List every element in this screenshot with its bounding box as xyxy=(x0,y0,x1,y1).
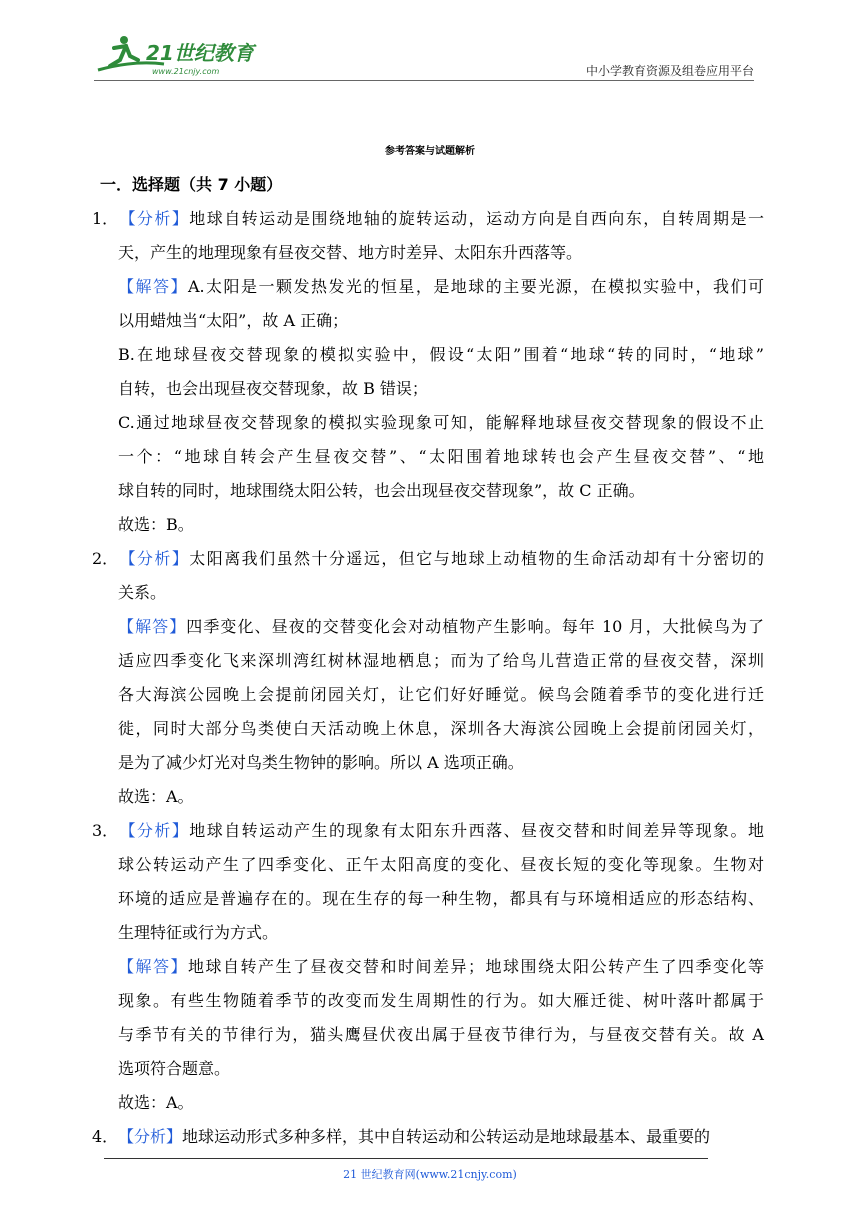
section-tag: 【解答】 xyxy=(118,277,188,296)
answer-line xyxy=(92,542,764,576)
answer-line xyxy=(92,372,764,406)
answer-line xyxy=(92,576,764,610)
answer-text: 故选：B。 xyxy=(118,515,194,534)
section-tag: 【解答】 xyxy=(118,617,187,636)
answer-line xyxy=(92,746,764,780)
answer-text: 关系。 xyxy=(118,583,167,602)
section-tag: 【分析】 xyxy=(118,1127,183,1146)
platform-name: 中小学教育资源及组卷应用平台 xyxy=(585,64,754,78)
answer-text: 地球自转运动产生的现象有太阳东升西落、昼夜交替和时间差异等现象。地 xyxy=(189,821,764,840)
answer-line xyxy=(92,406,764,440)
answer-text: 故选：A。 xyxy=(118,1093,194,1112)
answer-text: 环境的适应是普遍存在的。现在生存的每一种生物，都具有与环境相适应的形态结构、 xyxy=(118,889,764,908)
answer-text: A.太阳是一颗发热发光的恒星，是地球的主要光源，在模拟实验中，我们可 xyxy=(187,277,764,296)
answer-text: 地球自转运动是围绕地轴的旋转运动，运动方向是自西向东，自转周期是一 xyxy=(189,209,764,228)
answer-text: 各大海滨公园晚上会提前闭园关灯，让它们好好睡觉。候鸟会随着季节的变化进行迁 xyxy=(118,685,764,704)
footer-text[interactable]: 21 世纪教育网(www.21cnjy.com) xyxy=(343,1168,517,1181)
question-number: 2． xyxy=(92,549,119,568)
answer-line xyxy=(92,678,764,712)
question-item xyxy=(92,542,764,814)
logo-text: 21世纪教育 xyxy=(146,41,254,65)
answer-text: 地球自转产生了昼夜交替和时间差异；地球围绕太阳公转产生了四季变化等 xyxy=(188,957,764,976)
question-number: 1． xyxy=(92,209,119,228)
answer-text: 地球运动形式多种多样，其中自转运动和公转运动是地球最基本、最重要的 xyxy=(182,1127,711,1146)
answer-text: 球公转运动产生了四季变化、正午太阳高度的变化、昼夜长短的变化等现象。生物对 xyxy=(118,855,764,874)
answer-line xyxy=(92,780,764,814)
section-title: 一．选择题（共 7 小题） xyxy=(100,175,283,194)
answer-line xyxy=(92,882,764,916)
answer-text: 徙，同时大部分鸟类使白天活动晚上休息，深圳各大海滨公园晚上会提前闭园关灯， xyxy=(118,719,764,738)
answer-line xyxy=(92,1018,764,1052)
logo-url: www.21cnjy.com xyxy=(152,67,220,76)
answer-text: 以用蜡烛当“太阳”，故 A 正确； xyxy=(118,311,349,330)
answer-text: 四季变化、昼夜的交替变化会对动植物产生影响。每年 10 月，大批候鸟为了 xyxy=(186,617,764,636)
answer-text: 与季节有关的节律行为，猫头鹰昼伏夜出属于昼夜节律行为，与昼夜交替有关。故 A xyxy=(118,1025,764,1044)
question-number: 3． xyxy=(92,821,119,840)
answer-line xyxy=(92,474,764,508)
answer-line xyxy=(92,644,764,678)
answer-line xyxy=(92,916,764,950)
section-tag: 【分析】 xyxy=(118,821,190,840)
section-tag: 【分析】 xyxy=(118,549,190,568)
answer-line xyxy=(92,712,764,746)
question-item xyxy=(92,814,764,1120)
answer-list xyxy=(92,202,764,1154)
answer-text: 故选：A。 xyxy=(118,787,194,806)
document-title: 参考答案与试题解析 xyxy=(385,146,475,157)
answer-text: 太阳离我们虽然十分遥远，但它与地球上动植物的生命活动却有十分密切的 xyxy=(189,549,764,568)
answer-line xyxy=(92,1052,764,1086)
answer-text: 一个：“地球自转会产生昼夜交替”、“太阳围着地球转也会产生昼夜交替”、“地 xyxy=(118,447,764,466)
answer-line xyxy=(92,848,764,882)
answer-text: 是为了减少灯光对鸟类生物钟的影响。所以 A 选项正确。 xyxy=(118,753,524,772)
header-divider xyxy=(94,80,754,81)
section-tag: 【解答】 xyxy=(118,957,188,976)
answer-line xyxy=(92,202,764,236)
answer-line xyxy=(92,304,764,338)
footer-divider xyxy=(104,1158,708,1159)
answer-line xyxy=(92,1120,764,1154)
answer-text: 生理特征或行为方式。 xyxy=(118,923,279,942)
answer-line xyxy=(92,236,764,270)
question-item xyxy=(92,1120,764,1154)
answer-line xyxy=(92,984,764,1018)
answer-text: 适应四季变化飞来深圳湾红树林湿地栖息；而为了给鸟儿营造正常的昼夜交替，深圳 xyxy=(118,651,764,670)
answer-line xyxy=(92,508,764,542)
answer-text: 天，产生的地理现象有昼夜交替、地方时差异、太阳东升西落等。 xyxy=(118,243,583,262)
answer-text: 选项符合题意。 xyxy=(118,1059,231,1078)
answer-text: 自转，也会出现昼夜交替现象，故 B 错误； xyxy=(118,379,428,398)
answer-text: 现象。有些生物随着季节的改变而发生周期性的行为。如大雁迁徙、树叶落叶都属于 xyxy=(118,991,764,1010)
logo xyxy=(94,30,264,80)
answer-text: C.通过地球昼夜交替现象的模拟实验现象可知，能解释地球昼夜交替现象的假设不止 xyxy=(118,413,764,432)
answer-line xyxy=(92,440,764,474)
answer-line xyxy=(92,950,764,984)
answer-line xyxy=(92,338,764,372)
answer-line xyxy=(92,610,764,644)
section-tag: 【分析】 xyxy=(118,209,190,228)
answer-text: 球自转的同时，地球围绕太阳公转，也会出现昼夜交替现象”，故 C 正确。 xyxy=(118,481,645,500)
question-number: 4． xyxy=(92,1127,119,1146)
answer-line xyxy=(92,1086,764,1120)
page-header xyxy=(0,0,860,90)
answer-line xyxy=(92,270,764,304)
answer-line xyxy=(92,814,764,848)
question-item xyxy=(92,202,764,542)
answer-text: B.在地球昼夜交替现象的模拟实验中，假设“太阳”围着“地球“转的同时，“地球” xyxy=(118,345,764,364)
